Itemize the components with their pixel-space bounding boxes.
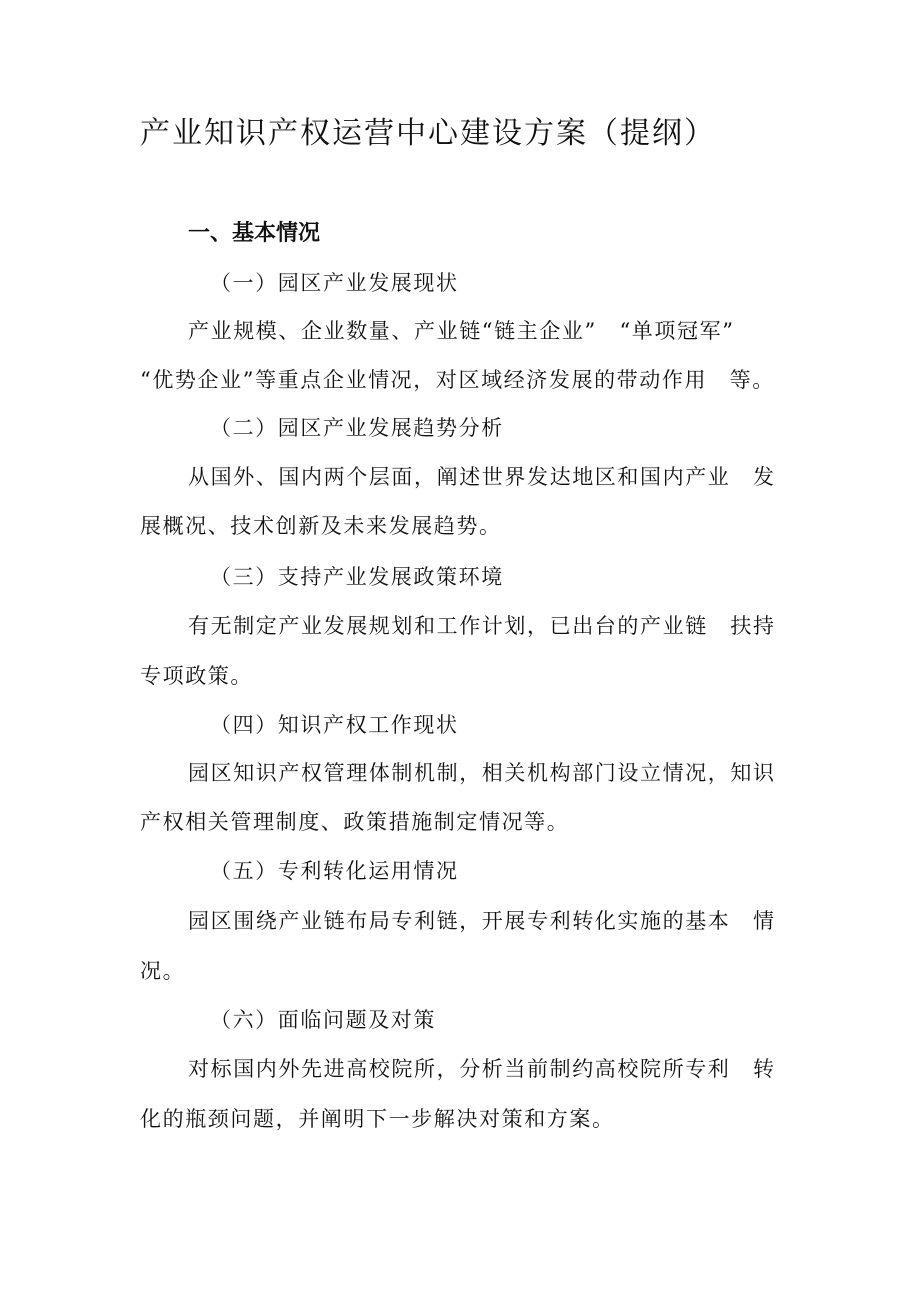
paragraph-3-line-2: 专项政策。 — [140, 664, 253, 688]
subheading-5: （五）专利转化运用情况 — [210, 859, 459, 883]
paragraph-4-line-2: 产权相关管理制度、政策措施制定情况等。 — [140, 810, 570, 834]
paragraph-4-line-1: 园区知识产权管理体制机制，相关机构部门设立情况，知识 — [188, 761, 776, 785]
paragraph-2-line-2: 展概况、技术创新及未来发展趋势。 — [140, 514, 502, 538]
section-heading: 一、基本情况 — [188, 221, 321, 246]
paragraph-3-line-1: 有无制定产业发展规划和工作计划，已出台的产业链 扶持 — [188, 614, 776, 638]
paragraph-6-line-1: 对标国内外先进高校院所，分析当前制约高校院所专利 转 — [188, 1057, 776, 1081]
subheading-3: （三）支持产业发展政策环境 — [210, 565, 504, 589]
subheading-2: （二）园区产业发展趋势分析 — [210, 416, 504, 440]
subheading-1: （一）园区产业发展现状 — [210, 271, 459, 295]
document-title: 产业知识产权运营中心建设方案（提纲） — [140, 116, 716, 151]
subheading-6: （六）面临问题及对策 — [210, 1008, 436, 1032]
paragraph-5-line-2: 况。 — [140, 959, 186, 983]
subheading-4: （四）知识产权工作现状 — [210, 713, 459, 737]
paragraph-2-line-1: 从国外、国内两个层面，阐述世界发达地区和国内产业 发 — [188, 465, 776, 489]
paragraph-5-line-1: 园区围绕产业链布局专利链，开展专利转化实施的基本 情 — [188, 909, 776, 933]
paragraph-6-line-2: 化的瓶颈问题，并阐明下一步解决对策和方案。 — [140, 1107, 615, 1131]
paragraph-1-line-2: “优势企业”等重点企业情况，对区域经济发展的带动作用 等。 — [140, 368, 775, 392]
paragraph-1-line-1: 产业规模、企业数量、产业链“链主企业” “单项冠军” — [188, 319, 735, 343]
